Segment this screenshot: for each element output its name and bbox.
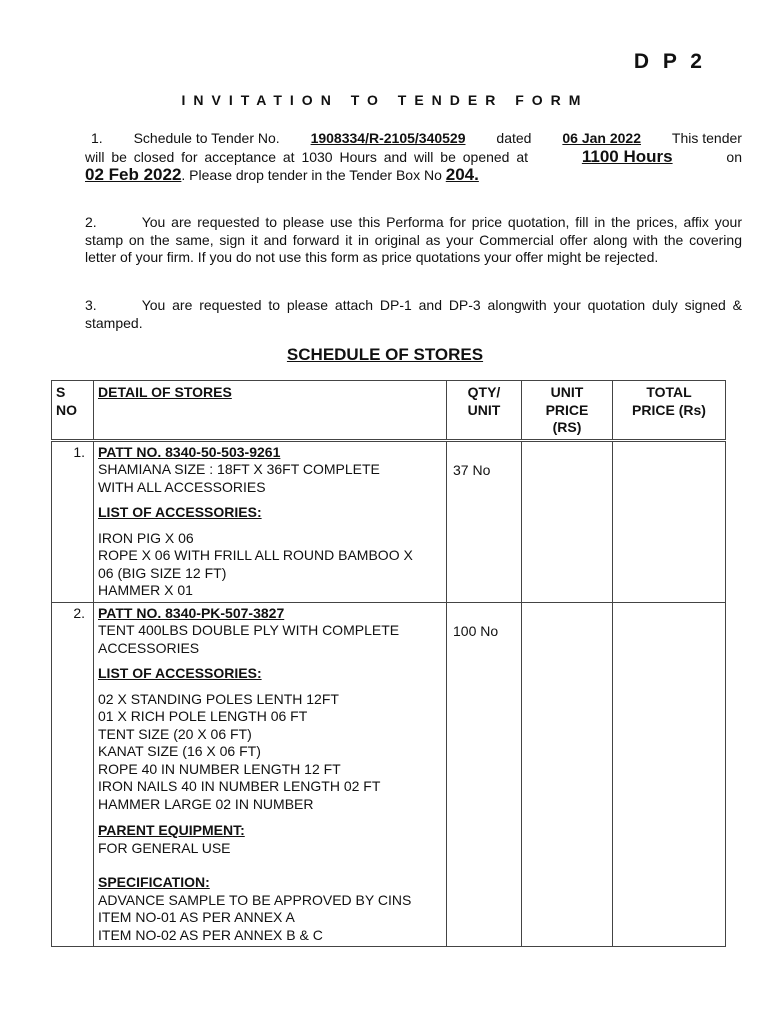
header-total-line-1: TOTAL — [646, 384, 692, 400]
opening-time: 1100 Hours — [581, 146, 673, 166]
p1-text-f: . Please drop tender in the Tender Box No — [181, 167, 442, 183]
header-qty — [447, 381, 522, 441]
row-2-detail — [94, 602, 447, 947]
row-2-accessory: 01 X RICH POLE LENGTH 06 FT — [98, 708, 308, 724]
row-2-total-price-cell[interactable] — [613, 602, 726, 947]
paragraph-2 — [85, 214, 742, 267]
opening-date: 02 Feb 2022 — [85, 165, 182, 184]
row-2-spec: ADVANCE SAMPLE TO BE APPROVED BY CINS — [98, 891, 412, 908]
header-qty-line-2: UNIT — [467, 401, 501, 418]
form-title: INVITATION TO TENDER FORM — [181, 92, 589, 108]
row-2-unit-price-cell[interactable] — [522, 602, 613, 947]
p2-text: You are requested to please use this Performa for price quotation, fill in the prices, affix your stamp on the same, sign it and forward it in original as your Commercial offer along with the covering letter of your firm. If you do not use this form as price quotations your offer might be rejected. — [85, 214, 742, 265]
tender-date: 06 Jan 2022 — [562, 130, 641, 146]
row-1-desc-1: SHAMIANA SIZE : 18FT X 36FT COMPLETE — [98, 461, 380, 477]
row-2-accessory: KANAT SIZE (16 X 06 FT) — [98, 743, 261, 759]
row-1-accessories-heading: LIST OF ACCESSORIES: — [98, 504, 262, 520]
row-2-desc-2: ACCESSORIES — [98, 639, 200, 656]
paragraph-1-line-2 — [85, 148, 742, 167]
row-2-parent: FOR GENERAL USE — [98, 839, 231, 856]
row-1-patt: PATT NO. 8340-50-503-9261 — [98, 443, 281, 460]
header-sn-line-1: S — [56, 384, 66, 400]
row-1-desc-2: WITH ALL ACCESSORIES — [98, 478, 266, 495]
p3-number: 3. — [85, 297, 97, 313]
paragraph-3 — [85, 297, 742, 332]
row-2-desc-1: TENT 400LBS DOUBLE PLY WITH COMPLETE — [98, 622, 400, 638]
row-1-qty: 37 No — [447, 440, 522, 602]
header-unit-price-line-1: UNIT — [550, 384, 584, 400]
header-sn-line-2: NO — [56, 401, 77, 418]
table-row — [52, 602, 726, 947]
row-2-accessory: HAMMER LARGE 02 IN NUMBER — [98, 795, 314, 812]
row-2-accessories-heading: LIST OF ACCESSORIES: — [98, 665, 262, 681]
p3-text: You are requested to please attach DP-1 and DP-3 alongwith your quotation duly signed & stamped. — [85, 297, 742, 331]
schedule-table — [51, 380, 726, 947]
header-total-price — [613, 381, 726, 441]
header-qty-line-1: QTY/ — [467, 384, 501, 400]
p1-text-b: dated — [496, 130, 532, 146]
row-2-qty: 100 No — [447, 602, 522, 947]
tender-number: 1908334/R-2105/340529 — [310, 130, 466, 146]
paragraph-1 — [85, 130, 742, 185]
header-total-line-2: PRICE (Rs) — [632, 401, 706, 418]
header-unit-price-line-3: (RS) — [552, 419, 582, 435]
tender-box-number: 204. — [445, 165, 479, 184]
row-1-sn: 1. — [52, 440, 94, 602]
row-1-accessory: IRON PIG X 06 — [98, 529, 194, 546]
p1-text-d: will be closed for acceptance at 1030 Hours and will be opened at — [85, 148, 529, 165]
row-2-spec: ITEM NO-01 AS PER ANNEX A — [98, 909, 295, 925]
row-2-sn: 2. — [52, 602, 94, 947]
p1-text-e: on — [726, 148, 742, 165]
p2-number: 2. — [85, 214, 97, 230]
schedule-title: SCHEDULE OF STORES — [286, 345, 484, 364]
row-2-accessory: TENT SIZE (20 X 06 FT) — [98, 725, 252, 742]
row-1-accessory: 06 (BIG SIZE 12 FT) — [98, 564, 227, 581]
paragraph-1-line-1 — [85, 130, 742, 148]
row-1-detail — [94, 440, 447, 602]
header-unit-price — [522, 381, 613, 441]
document-code: D P 2 — [633, 50, 706, 73]
p1-text-c: This tender — [671, 130, 742, 146]
row-1-accessory: HAMMER X 01 — [98, 582, 193, 598]
row-2-parent-heading: PARENT EQUIPMENT: — [98, 822, 245, 838]
row-2-patt: PATT NO. 8340-PK-507-3827 — [98, 604, 285, 621]
row-2-accessory: ROPE 40 IN NUMBER LENGTH 12 FT — [98, 760, 341, 777]
row-1-accessory: ROPE X 06 WITH FRILL ALL ROUND BAMBOO X — [98, 547, 413, 563]
row-2-accessory: 02 X STANDING POLES LENTH 12FT — [98, 690, 339, 707]
row-1-total-price-cell[interactable] — [613, 440, 726, 602]
row-1-unit-price-cell[interactable] — [522, 440, 613, 602]
p1-number: 1. — [91, 130, 103, 146]
row-2-spec: ITEM NO-02 AS PER ANNEX B & C — [98, 926, 323, 943]
header-detail — [94, 381, 447, 441]
header-detail-label: DETAIL OF STORES — [98, 384, 232, 400]
paragraph-1-line-3 — [85, 166, 742, 185]
header-sn — [52, 381, 94, 441]
header-unit-price-line-2: PRICE — [545, 401, 589, 418]
row-2-accessory: IRON NAILS 40 IN NUMBER LENGTH 02 FT — [98, 778, 381, 794]
table-header-row — [52, 381, 726, 441]
row-2-spec-heading: SPECIFICATION: — [98, 874, 210, 890]
p1-text-a: Schedule to Tender No. — [133, 130, 280, 146]
table-row — [52, 440, 726, 602]
